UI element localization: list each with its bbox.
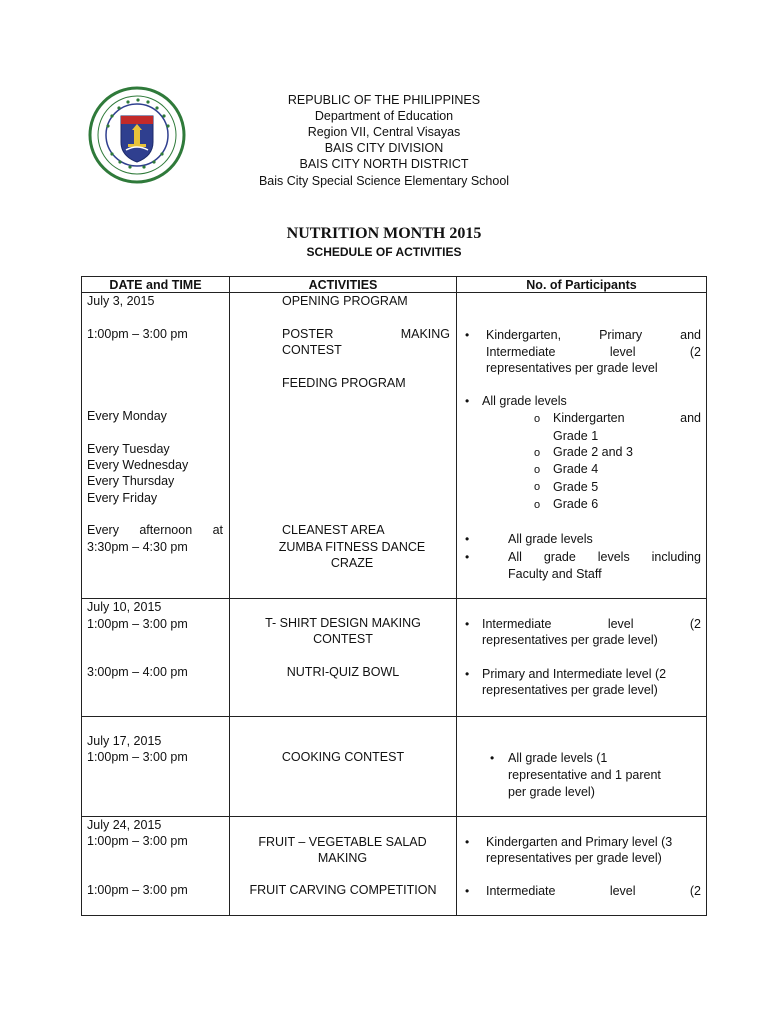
text-word: Intermediate — [486, 884, 556, 898]
row-time — [87, 522, 223, 538]
participants-text: representatives per grade level) — [482, 633, 658, 647]
bullet-icon: • — [465, 667, 470, 681]
document-title: NUTRITION MONTH 2015 — [286, 225, 482, 242]
text-word: level — [607, 617, 634, 631]
hollow-bullet-icon: o — [534, 499, 541, 511]
row-activity: NUTRI-QUIZ BOWL — [286, 665, 400, 679]
participants-text: All grade levels — [508, 532, 593, 546]
header-republic: REPUBLIC OF THE PHILIPPINES — [287, 93, 481, 107]
participants-subitem: Grade 6 — [553, 497, 599, 511]
participants-text: All grade levels (1 — [508, 751, 608, 765]
text-word: at — [212, 523, 223, 537]
row-time: Every Thursday — [87, 474, 175, 488]
table-border-left — [81, 276, 82, 916]
bullet-icon: • — [465, 532, 470, 546]
document-subtitle: SCHEDULE OF ACTIVITIES — [306, 245, 462, 259]
row-activity: T- SHIRT DESIGN MAKING CONTEST — [265, 616, 421, 646]
text-word: and — [680, 411, 701, 425]
row-time: 3:30pm – 4:30 pm — [87, 540, 188, 554]
text-word: All — [508, 550, 522, 564]
text-word: Kindergarten, — [486, 328, 562, 342]
bullet-icon: • — [465, 884, 470, 898]
table-row-divider — [81, 716, 707, 717]
row-time: 3:00pm – 4:00 pm — [87, 665, 188, 679]
bullet-icon: • — [490, 751, 495, 765]
table-col-divider — [229, 276, 230, 916]
table-border-bottom — [81, 915, 707, 916]
text-word: Kindergarten — [553, 411, 625, 425]
header-division: BAIS CITY DIVISION — [324, 141, 444, 155]
row-date: July 17, 2015 — [87, 734, 162, 748]
participants-text: Kindergarten and Primary level (3 — [486, 835, 673, 849]
bullet-icon: • — [465, 550, 470, 564]
row-activity: CONTEST — [282, 343, 342, 357]
participants-text — [482, 616, 701, 632]
bullet-icon: • — [465, 617, 470, 631]
text-word: (2 — [689, 345, 701, 359]
hollow-bullet-icon: o — [534, 481, 541, 493]
row-activity: OPENING PROGRAM — [282, 294, 408, 308]
text-word: Primary — [599, 328, 643, 342]
participants-text: representatives per grade level) — [482, 683, 658, 697]
row-time: 1:00pm – 3:00 pm — [87, 750, 188, 764]
row-time: Every Tuesday — [87, 442, 170, 456]
text-word: Every — [87, 523, 119, 537]
participants-text — [486, 883, 701, 899]
participants-text: Faculty and Staff — [508, 567, 602, 581]
text-word: including — [651, 550, 701, 564]
column-header-activities: ACTIVITIES — [308, 278, 378, 292]
row-time: 1:00pm – 3:00 pm — [87, 883, 188, 897]
column-header-date: DATE and TIME — [109, 278, 202, 292]
row-activity: FRUIT CARVING COMPETITION — [249, 883, 437, 897]
header-school: Bais City Special Science Elementary School — [258, 174, 510, 188]
participants-text: per grade level) — [508, 785, 595, 799]
row-time: 1:00pm – 3:00 pm — [87, 617, 188, 631]
row-time: 1:00pm – 3:00 pm — [87, 834, 188, 848]
text-word: (2 — [689, 884, 701, 898]
text-word: level — [609, 884, 636, 898]
table-row-divider — [81, 598, 707, 599]
text-word: POSTER — [282, 327, 334, 341]
participants-text: representatives per grade level — [486, 361, 658, 375]
row-time: Every Wednesday — [87, 458, 189, 472]
row-time: 1:00pm – 3:00 pm — [87, 327, 188, 341]
text-word: grade — [543, 550, 576, 564]
hollow-bullet-icon: o — [534, 464, 541, 476]
bullet-icon: • — [465, 328, 470, 342]
row-activity: COOKING CONTEST — [281, 750, 405, 764]
header-district: BAIS CITY NORTH DISTRICT — [299, 157, 469, 171]
row-activity: FEEDING PROGRAM — [282, 376, 406, 390]
hollow-bullet-icon: o — [534, 413, 541, 425]
text-word: MAKING — [400, 327, 450, 341]
participants-subitem: Grade 4 — [553, 462, 599, 476]
text-word: levels — [597, 550, 630, 564]
bullet-icon: • — [465, 394, 470, 408]
table-row-divider — [81, 816, 707, 817]
row-date: July 10, 2015 — [87, 600, 162, 614]
text-word: level — [609, 345, 636, 359]
row-date: July 3, 2015 — [87, 294, 155, 308]
row-activity: ZUMBA FITNESS DANCE CRAZE — [278, 540, 426, 570]
participants-text: Primary and Intermediate level (2 — [482, 667, 667, 681]
row-activity: CLEANEST AREA — [282, 523, 385, 537]
row-activity: FRUIT – VEGETABLE SALAD MAKING — [258, 835, 427, 865]
header-department: Department of Education — [314, 109, 454, 123]
participants-text — [486, 344, 701, 360]
text-word: Intermediate — [486, 345, 556, 359]
participants-text — [508, 549, 701, 565]
participants-text: All grade levels — [482, 394, 567, 408]
row-time: Every Monday — [87, 409, 167, 423]
participants-text: representative and 1 parent — [508, 768, 661, 782]
participants-text — [486, 327, 701, 343]
text-word: (2 — [689, 617, 701, 631]
row-time: Every Friday — [87, 491, 158, 505]
table-border-right — [706, 276, 707, 916]
participants-subitem: Grade 2 and 3 — [553, 445, 633, 459]
participants-subitem: Grade 5 — [553, 480, 599, 494]
table-col-divider — [456, 276, 457, 916]
text-word: afternoon — [139, 523, 193, 537]
participants-subitem: Grade 1 — [553, 429, 599, 443]
column-header-participants: No. of Participants — [526, 278, 637, 292]
row-date: July 24, 2015 — [87, 818, 162, 832]
header-region: Region VII, Central Visayas — [307, 125, 461, 139]
hollow-bullet-icon: o — [534, 447, 541, 459]
text-word: and — [680, 328, 701, 342]
text-word: Intermediate — [482, 617, 552, 631]
row-activity — [282, 326, 450, 342]
bullet-icon: • — [465, 835, 470, 849]
participants-subitem — [553, 410, 701, 426]
participants-text: representatives per grade level) — [486, 851, 662, 865]
